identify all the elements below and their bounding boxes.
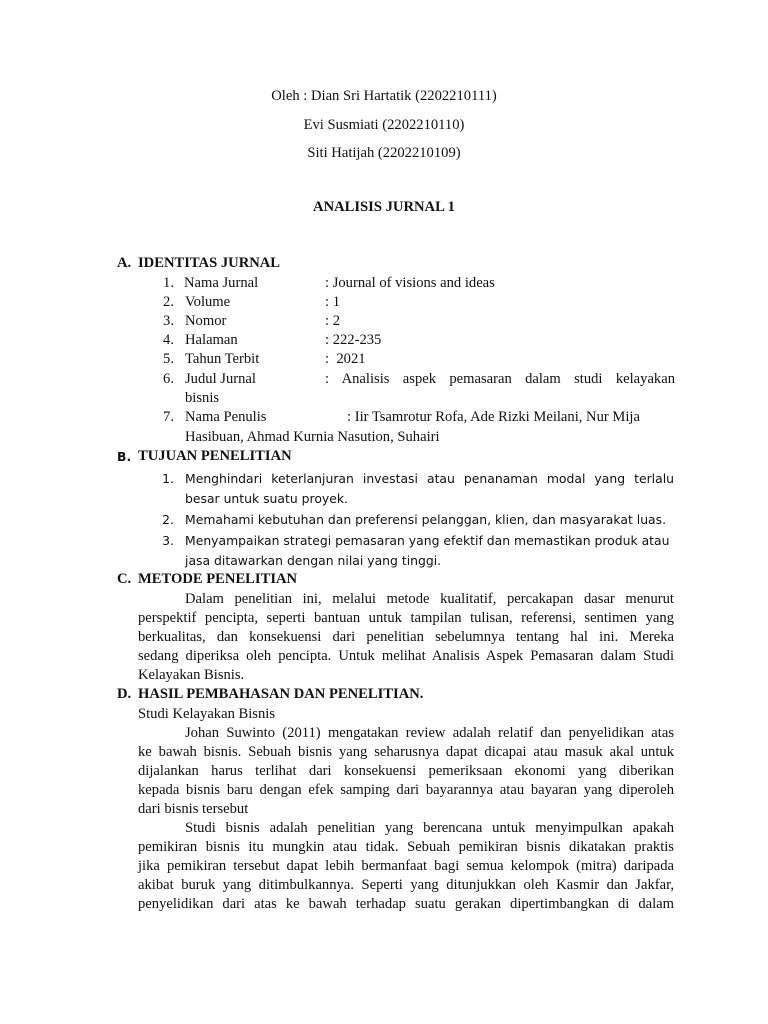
paragraph-line: ke bawah bisnis. Sebuah bisnis yang seharusnya dapat dicapai atau masuk akal untuk: [138, 744, 674, 760]
item-text: Memahami kebutuhan dan preferensi pelanggan, klien, dan masyarakat luas.: [185, 512, 667, 527]
item-number: 1.: [162, 471, 174, 486]
section-d-heading: HASIL PEMBAHASAN DAN PENELITIAN.: [138, 686, 424, 702]
item-value: : 2021: [325, 351, 366, 367]
paragraph-line: Johan Suwinto (2011) mengatakan review adalah relatif dan penyelidikan atas: [185, 725, 674, 741]
item-value: : 1: [325, 294, 340, 310]
item-label: Judul Jurnal: [185, 371, 256, 387]
item-number: 7.: [163, 409, 174, 425]
author-line-3: Siti Hatijah (2202210109): [307, 145, 461, 161]
paragraph-line: Kelayakan Bisnis.: [138, 667, 245, 683]
item-text-continuation: besar untuk suatu proyek.: [185, 491, 348, 506]
paragraph-line: Dalam penelitian ini, melalui metode kualitatif, percakapan dasar menurut: [185, 591, 674, 607]
item-value: : Journal of visions and ideas: [325, 275, 495, 291]
item-number: 3.: [162, 533, 174, 548]
item-number: 2.: [163, 294, 174, 310]
section-a-heading: IDENTITAS JURNAL: [138, 255, 281, 271]
paragraph-line: dijalankan harus terlihat dari konsekuensi pemeriksaan ekonomi yang diberikan: [138, 763, 674, 779]
subheading: Studi Kelayakan Bisnis: [138, 706, 276, 722]
author-line-2: Evi Susmiati (2202210110): [303, 117, 465, 133]
paragraph-line: Studi bisnis adalah penelitian yang berencana untuk menyimpulkan apakah: [185, 820, 674, 836]
paragraph-line: pemikiran bisnis itu mungkin atau tidak. Sebuah pemikiran bisnis dikatakan praktis: [138, 839, 674, 855]
document-title: ANALISIS JURNAL 1: [313, 199, 455, 215]
section-b-letter: B.: [117, 449, 132, 464]
item-text-continuation: jasa ditawarkan dengan nilai yang tinggi.: [185, 553, 442, 568]
section-c-heading: METODE PENELITIAN: [138, 571, 298, 587]
item-label: Nomor: [185, 313, 227, 329]
item-value-continuation: Hasibuan, Ahmad Kurnia Nasution, Suhairi: [185, 429, 440, 445]
item-label: Nama Jurnal: [184, 275, 259, 291]
item-value-continuation: bisnis: [185, 390, 220, 406]
item-label: Nama Penulis: [185, 409, 267, 425]
paragraph-line: penyelidikan dari atas ke bawah terhadap suatu gerakan dipertimbangkan di dalam: [138, 896, 674, 912]
item-text: Menyampaikan strategi pemasaran yang efektif dan memastikan produk atau: [185, 533, 670, 548]
item-label: Halaman: [185, 332, 238, 348]
section-c-letter: C.: [117, 571, 132, 587]
paragraph-line: berkualitas, dan konsekuensi dari penelitian sebelumnya tentang hal ini. Mereka: [138, 629, 674, 645]
paragraph-line: dari bisnis tersebut: [138, 801, 249, 817]
paragraph-line: jika pemikiran tersebut dapat lebih bermanfaat bagi semua kelompok (mitra) daripada: [138, 858, 674, 874]
paragraph-line: sedang diperiksa oleh pencipta. Untuk melihat Analisis Aspek Pemasaran dalam Studi: [138, 648, 674, 664]
item-number: 6.: [163, 371, 174, 387]
item-number: 1.: [163, 275, 174, 291]
item-label: Volume: [185, 294, 231, 310]
item-number: 5.: [163, 351, 174, 367]
paragraph-line: akibat buruk yang ditimbulkannya. Seperti yang ditunjukkan oleh Kasmir dan Jakfar,: [138, 877, 674, 893]
item-value: : Analisis aspek pemasaran dalam studi kelayakan: [325, 371, 675, 387]
item-number: 2.: [162, 512, 174, 527]
paragraph-line: kepada bisnis baru dengan efek samping dari bayarannya atau bayaran yang diperoleh: [138, 782, 674, 798]
item-number: 4.: [163, 332, 174, 348]
item-text: Menghindari keterlanjuran investasi atau penanaman modal yang terlalu: [185, 471, 674, 486]
author-line-1: Oleh : Dian Sri Hartatik (2202210111): [271, 88, 497, 104]
paragraph-line: perspektif pencipta, seperti bantuan untuk tampilan tulisan, referensi, sentimen yang: [138, 610, 674, 626]
section-a-letter: A.: [117, 255, 132, 271]
item-value: : Iir Tsamrotur Rofa, Ade Rizki Meilani, Nur Mija: [347, 409, 640, 425]
section-b-heading: TUJUAN PENELITIAN: [138, 448, 292, 464]
section-d-letter: D.: [117, 686, 132, 702]
item-number: 3.: [163, 313, 174, 329]
item-value: : 2: [325, 313, 340, 329]
item-label: Tahun Terbit: [185, 351, 260, 367]
item-value: : 222-235: [325, 332, 382, 348]
